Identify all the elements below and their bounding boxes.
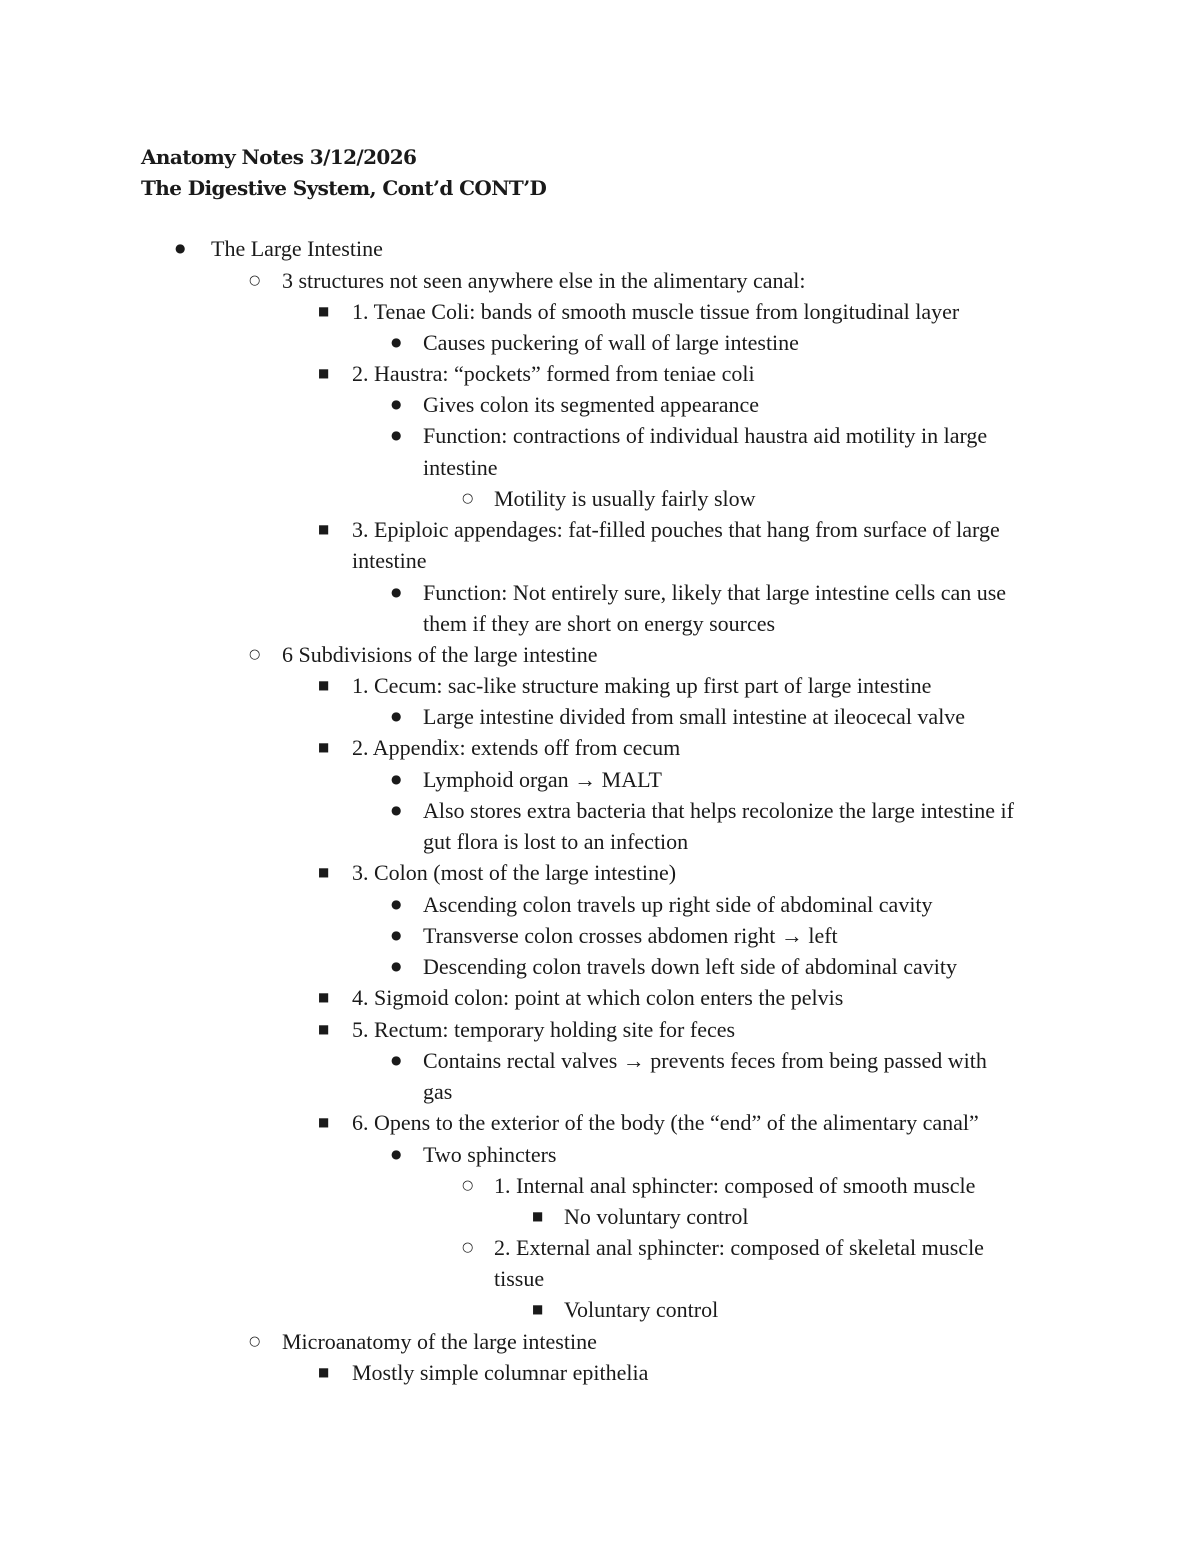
square-bullet-icon: ■ xyxy=(318,304,330,318)
disc-bullet-icon: ● xyxy=(175,241,186,255)
note-line-level-6 xyxy=(0,1201,1200,1232)
disc-bullet-icon: ● xyxy=(391,959,402,973)
note-text: Lymphoid organ → MALT xyxy=(423,767,662,792)
note-line-level-4 xyxy=(0,795,1200,826)
note-text: Voluntary control xyxy=(564,1297,719,1322)
note-line-level-3 xyxy=(0,982,1200,1013)
note-text: Also stores extra bacteria that helps recolonize the large intestine if xyxy=(423,798,1014,823)
note-text: The Large Intestine xyxy=(211,236,383,261)
note-text: them if they are short on energy sources xyxy=(423,611,776,636)
note-text: Function: Not entirely sure, likely that large intestine cells can use xyxy=(423,580,1007,605)
note-text: 1. Internal anal sphincter: composed of smooth muscle xyxy=(494,1173,976,1198)
disc-bullet-icon: ● xyxy=(391,428,402,442)
note-line-level-3 xyxy=(0,1357,1200,1388)
note-text: Mostly simple columnar epithelia xyxy=(352,1360,649,1385)
note-text: Gives colon its segmented appearance xyxy=(423,392,759,417)
square-bullet-icon: ■ xyxy=(532,1302,544,1316)
page-title: Anatomy Notes 3/12/2026 xyxy=(141,145,417,169)
note-line-level-5 xyxy=(0,1263,1200,1294)
note-text: gas xyxy=(423,1079,453,1104)
square-bullet-icon: ■ xyxy=(318,678,330,692)
note-line-level-4 xyxy=(0,1076,1200,1107)
note-text: 1. Cecum: sac-like structure making up first part of large intestine xyxy=(352,673,932,698)
note-text: Ascending colon travels up right side of abdominal cavity xyxy=(423,892,933,917)
note-text: Motility is usually fairly slow xyxy=(494,486,756,511)
note-line-level-5 xyxy=(0,1170,1200,1201)
note-line-level-5 xyxy=(0,1232,1200,1263)
note-line-level-4 xyxy=(0,889,1200,920)
note-text: 2. Haustra: “pockets” formed from teniae coli xyxy=(352,361,755,386)
note-line-level-6 xyxy=(0,1294,1200,1325)
note-text: gut flora is lost to an infection xyxy=(423,829,689,854)
page-subtitle: The Digestive System, Cont’d CONT’D xyxy=(141,176,547,200)
disc-bullet-icon: ● xyxy=(391,928,402,942)
note-text: No voluntary control xyxy=(564,1204,749,1229)
note-line-level-4 xyxy=(0,826,1200,857)
note-line-level-4 xyxy=(0,701,1200,732)
note-line-level-4 xyxy=(0,389,1200,420)
note-line-level-4 xyxy=(0,1045,1200,1076)
disc-bullet-icon: ● xyxy=(391,803,402,817)
note-line-level-2 xyxy=(0,639,1200,670)
note-text: Microanatomy of the large intestine xyxy=(282,1329,597,1354)
note-text: 5. Rectum: temporary holding site for feces xyxy=(352,1017,736,1042)
disc-bullet-icon: ● xyxy=(391,897,402,911)
note-line-level-3 xyxy=(0,545,1200,576)
note-line-level-4 xyxy=(0,951,1200,982)
note-line-level-3 xyxy=(0,857,1200,888)
square-bullet-icon: ■ xyxy=(318,1115,330,1129)
square-bullet-icon: ■ xyxy=(318,740,330,754)
note-text: 3. Epiploic appendages: fat-filled pouches that hang from surface of large xyxy=(352,517,1000,542)
square-bullet-icon: ■ xyxy=(318,366,330,380)
note-text: Large intestine divided from small intestine at ileocecal valve xyxy=(423,704,966,729)
note-text: Contains rectal valves → prevents feces from being passed with xyxy=(423,1048,987,1073)
square-bullet-icon: ■ xyxy=(532,1209,544,1223)
disc-bullet-icon: ● xyxy=(391,1147,402,1161)
note-line-level-4 xyxy=(0,420,1200,451)
disc-bullet-icon: ● xyxy=(391,709,402,723)
note-line-level-3 xyxy=(0,670,1200,701)
note-line-level-3 xyxy=(0,296,1200,327)
square-bullet-icon: ■ xyxy=(318,865,330,879)
note-text: tissue xyxy=(494,1266,545,1291)
square-bullet-icon: ■ xyxy=(318,1365,330,1379)
note-line-level-2 xyxy=(0,265,1200,296)
circle-bullet-icon: ○ xyxy=(462,1240,474,1255)
note-line-level-1 xyxy=(0,233,1200,264)
note-line-level-4 xyxy=(0,577,1200,608)
disc-bullet-icon: ● xyxy=(391,397,402,411)
note-line-level-4 xyxy=(0,608,1200,639)
circle-bullet-icon: ○ xyxy=(462,491,474,506)
circle-bullet-icon: ○ xyxy=(249,647,261,662)
note-line-level-3 xyxy=(0,1014,1200,1045)
circle-bullet-icon: ○ xyxy=(462,1178,474,1193)
square-bullet-icon: ■ xyxy=(318,522,330,536)
note-text: Two sphincters xyxy=(423,1142,557,1167)
note-line-level-3 xyxy=(0,358,1200,389)
note-line-level-3 xyxy=(0,732,1200,763)
note-text: Transverse colon crosses abdomen right → left xyxy=(423,923,838,948)
note-text: 4. Sigmoid colon: point at which colon enters the pelvis xyxy=(352,985,844,1010)
disc-bullet-icon: ● xyxy=(391,335,402,349)
note-text: Descending colon travels down left side of abdominal cavity xyxy=(423,954,957,979)
note-line-level-3 xyxy=(0,514,1200,545)
note-text: 2. External anal sphincter: composed of skeletal muscle xyxy=(494,1235,984,1260)
disc-bullet-icon: ● xyxy=(391,1053,402,1067)
disc-bullet-icon: ● xyxy=(391,772,402,786)
note-line-level-4 xyxy=(0,452,1200,483)
note-text: Causes puckering of wall of large intestine xyxy=(423,330,799,355)
circle-bullet-icon: ○ xyxy=(249,1334,261,1349)
note-text: intestine xyxy=(423,455,498,480)
note-line-level-4 xyxy=(0,764,1200,795)
disc-bullet-icon: ● xyxy=(391,585,402,599)
note-line-level-5 xyxy=(0,483,1200,514)
note-line-level-3 xyxy=(0,1107,1200,1138)
note-line-level-2 xyxy=(0,1326,1200,1357)
square-bullet-icon: ■ xyxy=(318,990,330,1004)
note-text: 1. Tenae Coli: bands of smooth muscle tissue from longitudinal layer xyxy=(352,299,960,324)
note-text: 3 structures not seen anywhere else in the alimentary canal: xyxy=(282,268,806,293)
circle-bullet-icon: ○ xyxy=(249,273,261,288)
note-text: intestine xyxy=(352,548,427,573)
note-text: Function: contractions of individual haustra aid motility in large xyxy=(423,423,988,448)
note-line-level-4 xyxy=(0,920,1200,951)
note-line-level-4 xyxy=(0,1139,1200,1170)
note-text: 6 Subdivisions of the large intestine xyxy=(282,642,598,667)
note-line-level-4 xyxy=(0,327,1200,358)
note-text: 2. Appendix: extends off from cecum xyxy=(352,735,681,760)
note-text: 3. Colon (most of the large intestine) xyxy=(352,860,677,885)
note-text: 6. Opens to the exterior of the body (the “end” of the alimentary canal” xyxy=(352,1110,979,1135)
square-bullet-icon: ■ xyxy=(318,1022,330,1036)
